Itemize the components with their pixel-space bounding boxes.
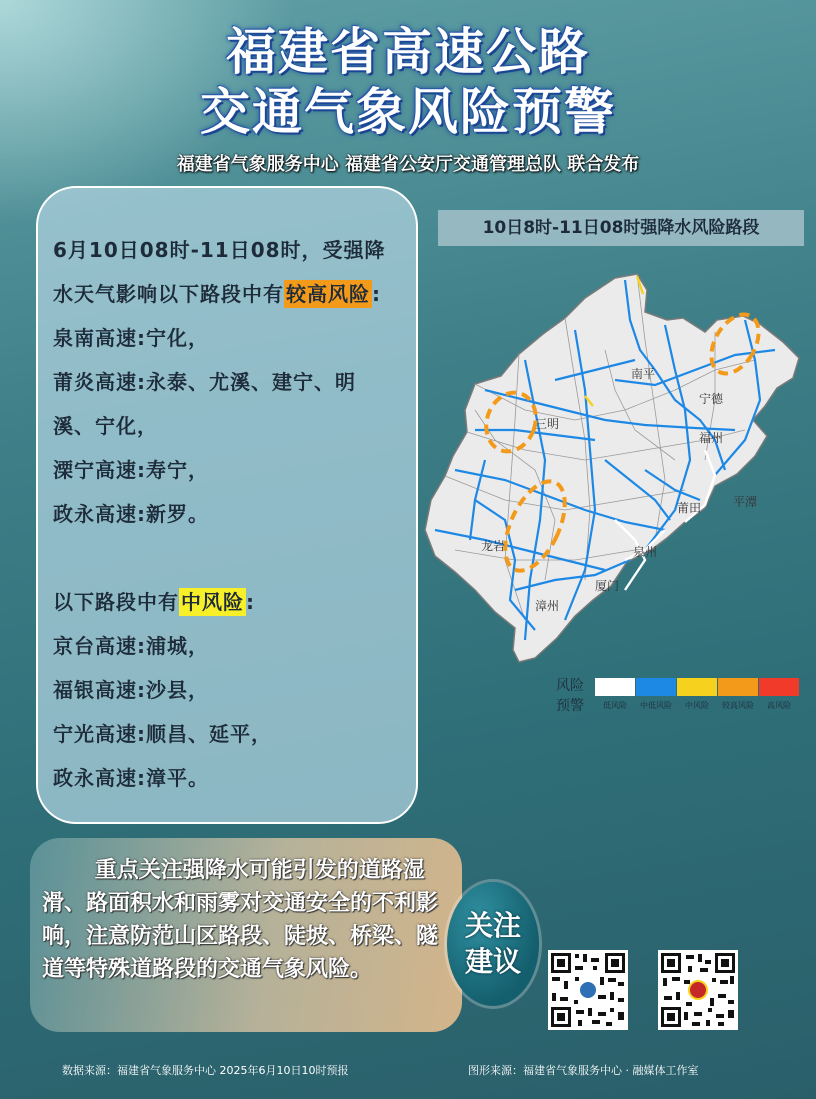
map-label-xiamen: 厦门	[595, 579, 620, 593]
high-risk-item: 溪、宁化，	[53, 414, 158, 438]
map-label-fuzhou: 福州	[699, 431, 724, 445]
high-risk-item: 泉南高速:宁化，	[53, 326, 209, 350]
map-label-pingtan: 平潭	[733, 495, 758, 509]
map-label-sanming: 三明	[535, 417, 560, 431]
warning-intro-line2: 水天气影响以下路段中有	[53, 282, 284, 306]
map-label-putian: 莆田	[677, 501, 702, 515]
advice-badge	[447, 882, 539, 1006]
fujian-risk-map	[415, 260, 815, 670]
mid-risk-highlight: 中风险	[181, 590, 244, 614]
advice-text: 重点关注强降水可能引发的道路湿滑、路面积水和雨雾对交通安全的不利影响，注意防范山区路段、陡坡、桥梁、隧道等特殊道路段的交通气象风险。	[42, 858, 439, 982]
high-risk-item: 莆炎高速:永泰、尤溪、建宁、明	[53, 370, 356, 394]
legend-label-high: 高风险	[767, 701, 791, 710]
legend-swatch-high	[759, 678, 799, 696]
graphic-source-footer: 图形来源：福建省气象服务中心 · 融媒体工作室	[468, 1064, 699, 1077]
legend-swatch-high-ish	[718, 678, 758, 696]
risk-legend	[556, 676, 801, 716]
qr-code-icon	[548, 950, 628, 1030]
legend-label-mid: 中风险	[685, 701, 709, 710]
legend-label-low: 低风险	[603, 701, 627, 710]
map-label-nanping: 南平	[631, 367, 656, 381]
mid-risk-item: 政永高速:漳平。	[53, 766, 209, 790]
map-svg	[415, 260, 815, 670]
colon: :	[372, 282, 381, 306]
map-label-longyan: 龙岩	[481, 539, 506, 553]
publisher-subtitle: 福建省气象服务中心 福建省公安厅交通管理总队 联合发布	[176, 154, 640, 175]
mid-risk-item: 福银高速:沙县，	[53, 678, 209, 702]
high-risk-item: 政永高速:新罗。	[53, 502, 209, 526]
warning-intro-line1: 6月10日08时-11日08时，受强降	[53, 238, 386, 262]
legend-title	[556, 676, 594, 716]
map-label-ningde: 宁德	[699, 392, 724, 406]
data-source-footer: 数据来源：福建省气象服务中心 2025年6月10日10时预报	[62, 1064, 349, 1077]
advice-badge-line1: 关注	[464, 909, 521, 942]
qr-code-weather-service[interactable]	[548, 950, 628, 1030]
legend-title-line2: 预警	[556, 698, 584, 714]
page-title-line1: 福建省高速公路	[226, 23, 590, 81]
qr-code-icon	[658, 950, 738, 1030]
mid-risk-item: 京台高速:浦城，	[53, 634, 209, 658]
mid-risk-intro-text: 以下路段中有	[53, 590, 179, 614]
warning-panel	[36, 186, 418, 824]
province-outline	[425, 274, 799, 662]
legend-label-mid-low: 中低风险	[640, 701, 672, 710]
warning-intro	[53, 228, 416, 316]
high-risk-highlight: 较高风险	[286, 282, 370, 306]
map-label-zhangzhou: 漳州	[535, 599, 560, 613]
page-title-line2: 交通气象风险预警	[200, 83, 616, 141]
legend-title-line1: 风险	[556, 678, 584, 694]
legend-swatch-mid-low	[636, 678, 676, 696]
mid-risk-item: 宁光高速:顺昌、延平，	[53, 722, 272, 746]
high-risk-item: 溧宁高速:寿宁，	[53, 458, 209, 482]
mid-risk-intro	[53, 580, 416, 624]
advice-badge-line2: 建议	[464, 945, 521, 978]
advice-panel	[30, 838, 462, 1032]
legend-label-high-ish: 较高风险	[722, 701, 754, 710]
legend-swatch-mid	[677, 678, 717, 696]
map-title: 10日8时-11日08时强降水风险路段	[438, 210, 804, 246]
colon: :	[246, 590, 255, 614]
legend-swatch-low	[595, 678, 635, 696]
qr-code-traffic-police[interactable]	[658, 950, 738, 1030]
map-label-quanzhou: 泉州	[633, 545, 658, 559]
